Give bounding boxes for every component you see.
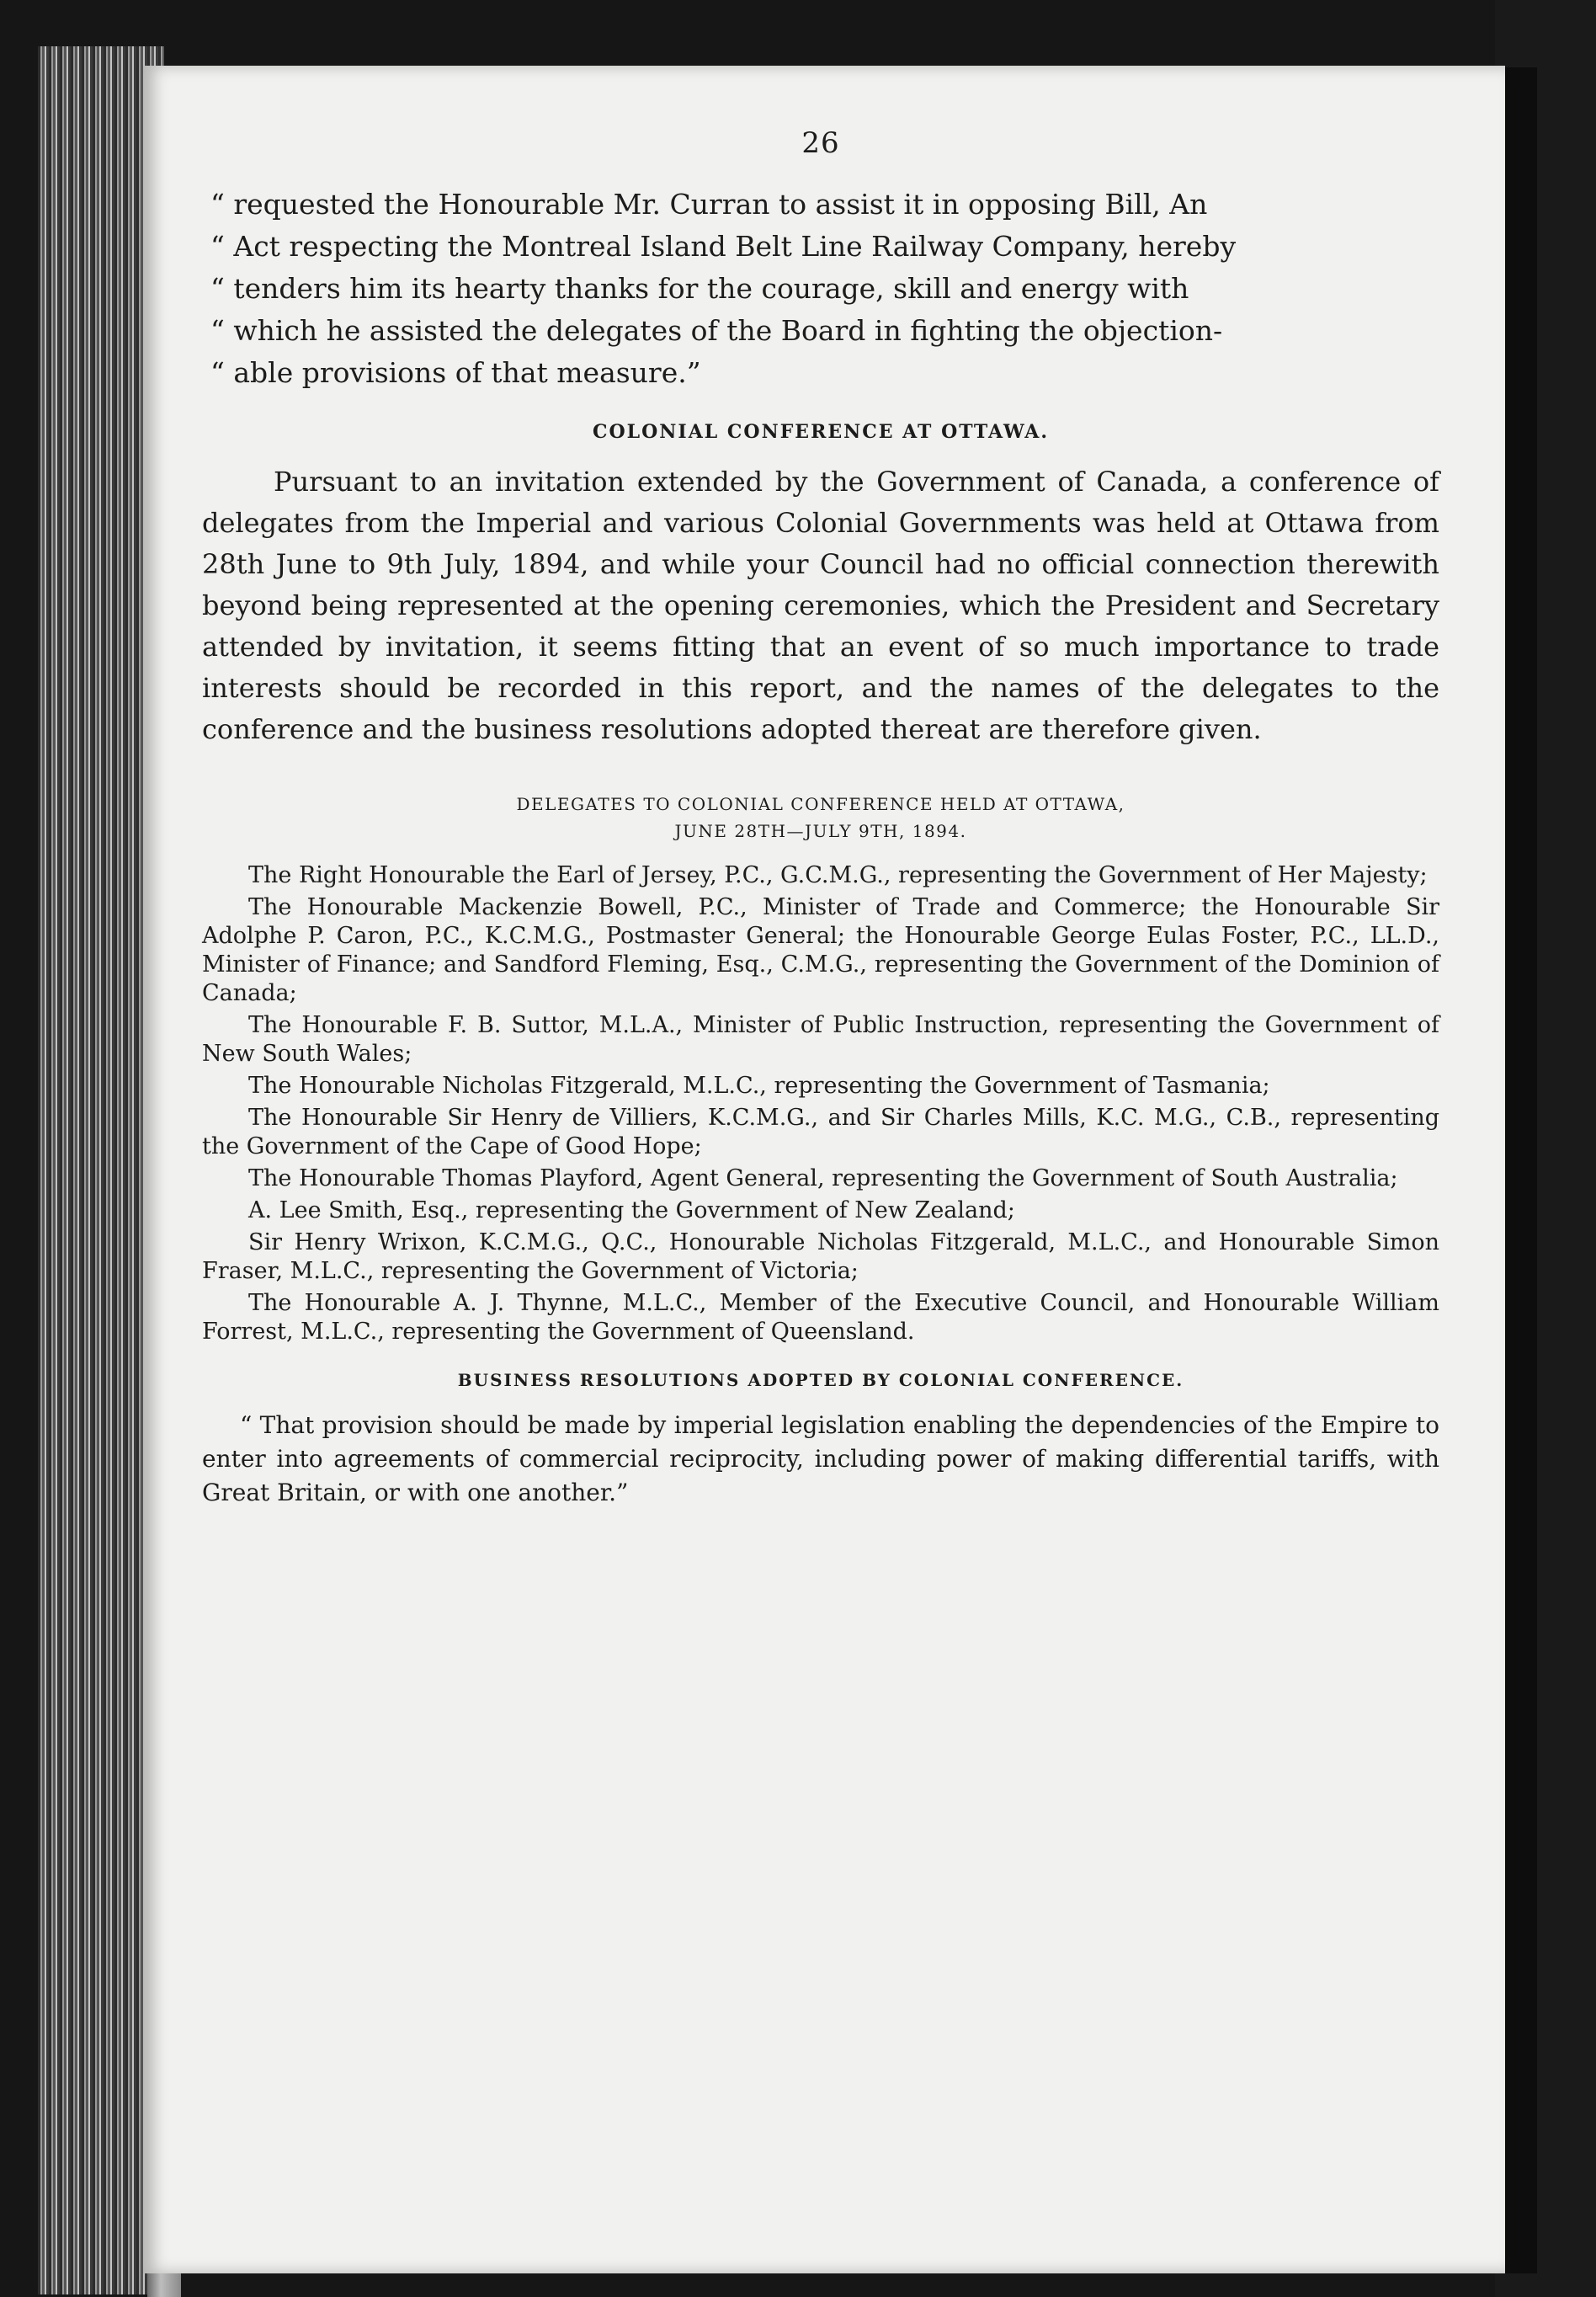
right-page-edge <box>1503 67 1537 2273</box>
quote-line: “ Act respecting the Montreal Island Belt Line Railway Company, hereby <box>210 230 1237 263</box>
delegate-entry: The Right Honourable the Earl of Jersey, P.C., G.C.M.G., representing the Government of Her Majesty; <box>248 862 1428 888</box>
quote-block <box>202 184 1439 394</box>
quote-line: “ tenders him its hearty thanks for the courage, skill and energy with <box>210 272 1189 305</box>
delegate-entry: The Honourable Nicholas Fitzgerald, M.L.C., representing the Government of Tasmania; <box>248 1073 1270 1099</box>
quote-line: “ requested the Honourable Mr. Curran to assist it in opposing Bill, An <box>210 188 1208 221</box>
resolutions-heading: BUSINESS RESOLUTIONS ADOPTED BY COLONIAL CONFERENCE. <box>457 1370 1184 1390</box>
delegates-heading-line2: JUNE 28TH—JULY 9TH, 1894. <box>674 821 967 841</box>
quote-line: “ able provisions of that measure.” <box>210 356 701 389</box>
delegates-list <box>202 861 1439 1346</box>
resolution-text: “ That provision should be made by imperial legislation enabling the dependencies of the Empire to enter into agreements of commercial reciprocity, including power of making differential tariffs, with Great Britain, or with one another.” <box>202 1411 1439 1506</box>
delegate-entry: The Honourable A. J. Thynne, M.L.C., Member of the Executive Council, and Honourable William Forrest, M.L.C., representing the Government of Queensland. <box>202 1290 1439 1345</box>
page-content <box>202 126 1439 1510</box>
delegate-entry: Sir Henry Wrixon, K.C.M.G., Q.C., Honourable Nicholas Fitzgerald, M.L.C., and Honourable Simon Fraser, M.L.C., representing the Government of Victoria; <box>202 1229 1439 1284</box>
delegate-entry: The Honourable Thomas Playford, Agent General, representing the Government of South Australia; <box>248 1165 1398 1191</box>
delegate-entry: The Honourable F. B. Suttor, M.L.A., Minister of Public Instruction, representing the Government of New South Wales; <box>202 1012 1439 1067</box>
delegate-entry: The Honourable Mackenzie Bowell, P.C., Minister of Trade and Commerce; the Honourable Sir Adolphe P. Caron, P.C., K.C.M.G., Postmaster General; the Honourable George Eulas Foster, P.C., LL.D., Minister of Finance; and Sandford Fleming, Esq., C.M.G., representing the Government of the Dominion of Canada; <box>202 894 1439 1006</box>
delegates-heading-line1: DELEGATES TO COLONIAL CONFERENCE HELD AT OTTAWA, <box>516 794 1125 814</box>
conference-paragraph: Pursuant to an invitation extended by the Government of Canada, a conference of delegates from the Imperial and various Colonial Governments was held at Ottawa from 28th June to 9th July, 1894, and while your Council had no official connection therewith beyond being represented at the opening ceremonies, which the President and Secretary attended by invitation, it seems fitting that an event of so much importance to trade interests should be recorded in this report, and the names of the delegates to the conference and the business resolutions adopted thereat are therefore given. <box>202 466 1439 745</box>
delegates-heading <box>202 791 1439 845</box>
quote-line: “ which he assisted the delegates of the Board in fighting the objection- <box>210 314 1223 347</box>
delegate-entry: A. Lee Smith, Esq., representing the Government of New Zealand; <box>248 1197 1015 1223</box>
delegate-entry: The Honourable Sir Henry de Villiers, K.C.M.G., and Sir Charles Mills, K.C. M.G., C.B., representing the Government of the Cape of Good Hope; <box>202 1105 1439 1159</box>
section-heading-colonial-conference: COLONIAL CONFERENCE AT OTTAWA. <box>593 421 1049 443</box>
page-number: 26 <box>801 126 840 160</box>
